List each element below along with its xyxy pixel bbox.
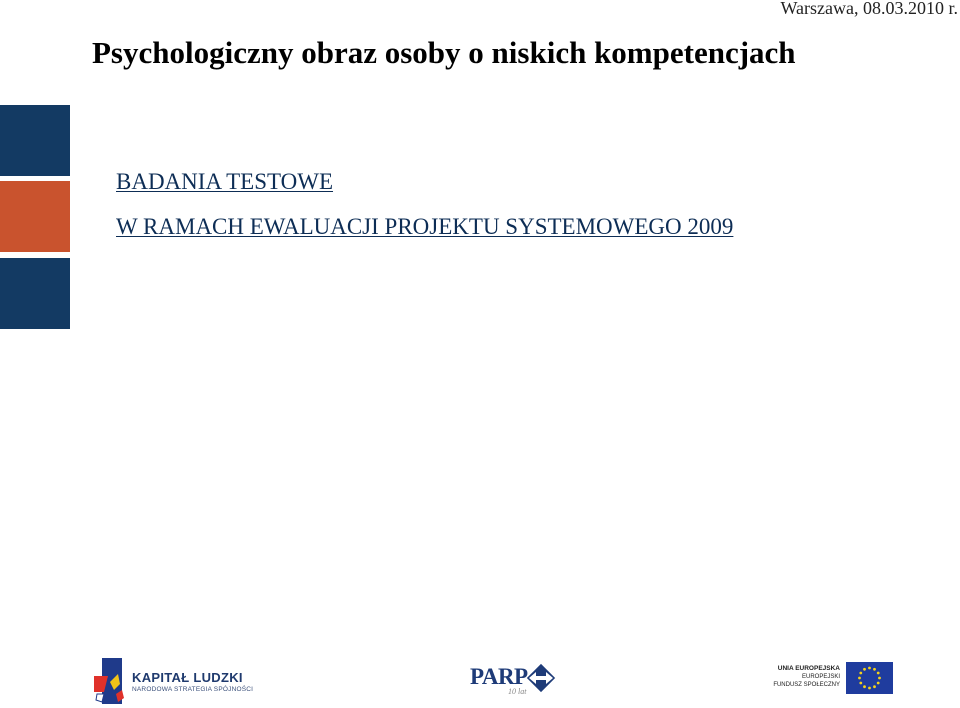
parp-logo bbox=[470, 660, 570, 700]
parp-name: PARP bbox=[470, 664, 528, 689]
subtitle-line-2: W RAMACH EWALUACJI PROJEKTU SYSTEMOWEGO 2009 bbox=[116, 214, 734, 239]
slide-title: Psychologiczny obraz osoby o niskich kompetencjach bbox=[92, 35, 796, 70]
kapital-ludzki-title: KAPITAŁ LUDZKI bbox=[132, 670, 243, 685]
date-label: Warszawa, 08.03.2010 r. bbox=[780, 0, 958, 18]
subtitle-line-1: BADANIA TESTOWE bbox=[116, 169, 334, 194]
decor-block-navy-bottom bbox=[0, 258, 70, 329]
parp-tagline: 10 lat bbox=[508, 687, 527, 696]
eu-logo bbox=[770, 662, 894, 698]
kapital-ludzki-emblem-icon bbox=[92, 654, 128, 708]
eu-union-label: UNIA EUROPEJSKA bbox=[777, 665, 840, 672]
kapital-ludzki-logo bbox=[92, 654, 262, 708]
parp-arrows-icon bbox=[525, 662, 557, 694]
kapital-ludzki-subtitle: NARODOWA STRATEGIA SPÓJNOŚCI bbox=[132, 686, 254, 693]
eu-flag-icon bbox=[846, 662, 893, 694]
eu-fund-label-2: FUNDUSZ SPOŁECZNY bbox=[773, 682, 840, 688]
decor-block-navy-top bbox=[0, 105, 70, 176]
decor-block-orange bbox=[0, 181, 70, 252]
eu-fund-label-1: EUROPEJSKI bbox=[801, 674, 840, 680]
footer-logos bbox=[0, 640, 960, 708]
